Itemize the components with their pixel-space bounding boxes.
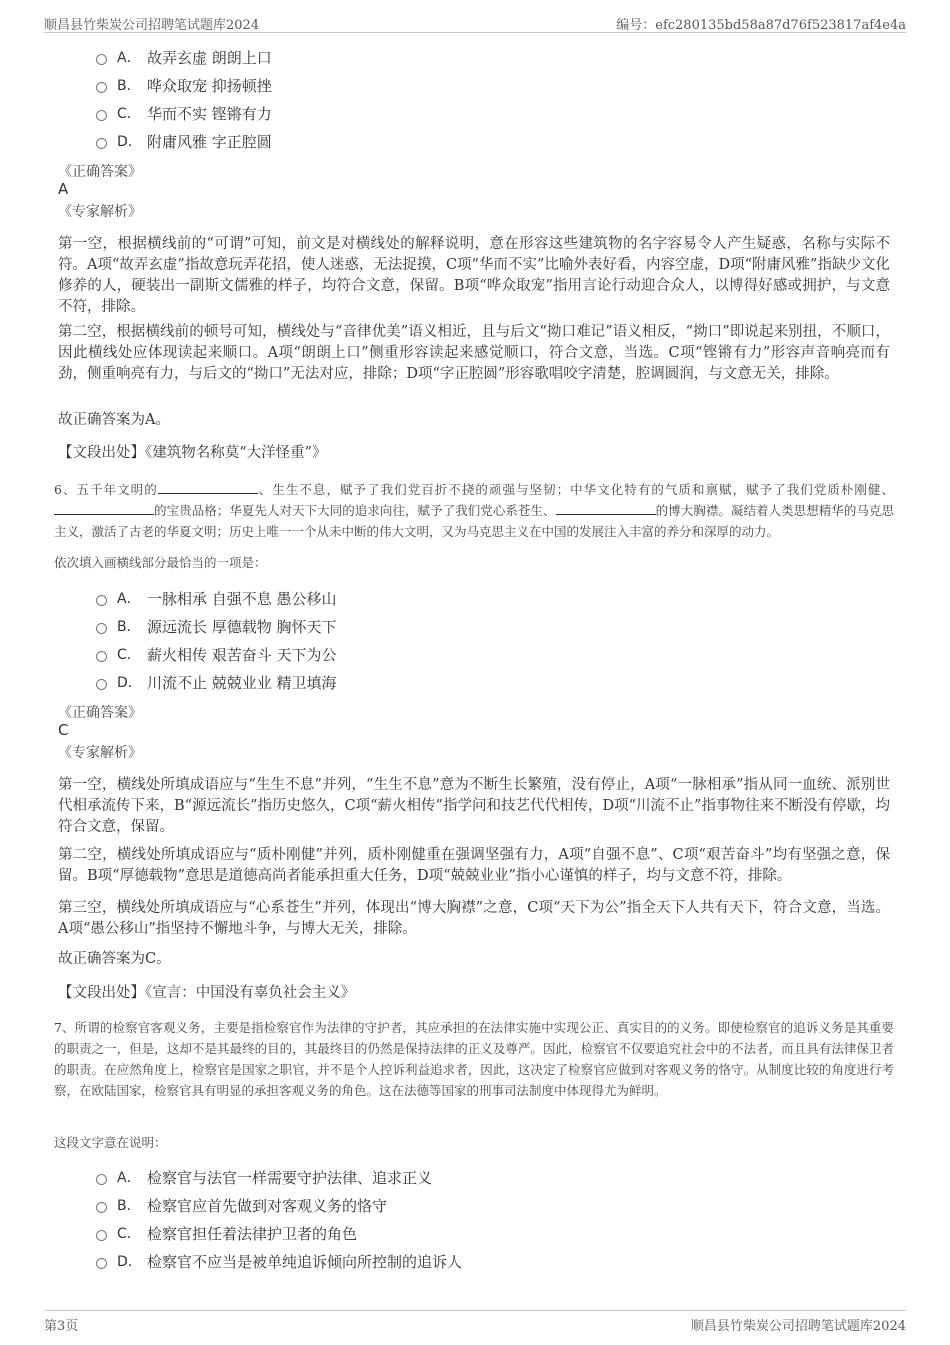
q6-conclusion: 故正确答案为C。 [58, 951, 171, 967]
page-footer [44, 1310, 906, 1335]
q5-analysis-p2: 第二空，根据横线前的顿号可知，横线处与“音律优美”语义相近，且与后文“拗口难记”语义相反，“拗口”即说起来别扭，不顺口，因此横线处应体现读起来顺口。A项“朗朗上口”侧重形容读起来感觉顺口，符合文意，当选。C项“铿锵有力”形容声音响亮而有劲，侧重响亮有力，与后文的“拗口”无法对应，排除；D项“字正腔圆”形容歌唱咬字清楚，腔调圆润，与文意无关，排除。 [58, 324, 890, 382]
radio-icon[interactable] [96, 623, 107, 634]
header-title: 顺昌县竹柴炭公司招聘笔试题库2024 [44, 18, 260, 33]
q5-option-b[interactable]: B． 哗众取宠 抑扬顿挫 [96, 71, 272, 99]
q6-options [96, 584, 337, 696]
q5-option-c[interactable]: C． 华而不实 铿锵有力 [96, 99, 272, 127]
q6-prompt: 依次填入画横线部分最恰当的一项是： [54, 555, 267, 570]
radio-icon[interactable] [96, 110, 107, 121]
q5-source: 【文段出处】《建筑物名称莫“大洋怪重”》 [58, 445, 327, 461]
analysis-label: 《专家解析》 [58, 204, 142, 220]
footer-title: 顺昌县竹柴炭公司招聘笔试题库2024 [690, 1319, 906, 1334]
q6-option-a[interactable]: A． 一脉相承 自强不息 愚公移山 [96, 584, 337, 612]
q7-question-text: 7、所谓的检察官客观义务，主要是指检察官作为法律的守护者，其应承担的在法律实施中实现公正、真实目的的义务。即使检察官的追诉义务是其重要的职责之一，但是，这却不是其最终的目的，其最终目的仍然是保持法律的正义及尊严。因此，检察官不仅要追究社会中的不法者，而且具有法律保卫者的职责。在应然角度上，检察官是国家之职官，并不是个人控诉利益追求者，因此，这决定了检察官应做到对客观义务的恪守。从制度比较的角度进行考察，在欧陆国家，检察官具有明显的承担客观义务的角色。这在法德等国家的刑事司法制度中体现得尤为鲜明。 [54, 1020, 894, 1098]
document-code: 编号：efc280135bd58a87d76f523817af4e4a [616, 18, 906, 33]
q7-option-c[interactable]: C． 检察官担任着法律护卫者的角色 [96, 1219, 462, 1247]
page-number: 第3页 [44, 1319, 79, 1334]
q6-option-c[interactable]: C． 薪火相传 艰苦奋斗 天下为公 [96, 640, 337, 668]
q5-option-a[interactable]: A． 故弄玄虚 朗朗上口 [96, 43, 272, 71]
q6-analysis-p3: 第三空，横线处所填成语应与“心系苍生”并列，体现出“博大胸襟”之意，C项“天下为公”指全天下人共有天下，符合文意，当选。A项“愚公移山”指坚持不懈地斗争，与博大无关，排除。 [58, 900, 890, 937]
q6-analysis-p1: 第一空，横线处所填成语应与“生生不息”并列，“生生不息”意为不断生长繁殖，没有停止，A项“一脉相承”指从同一血统、派别世代相承流传下来，B“源远流长”指历史悠久，C项“薪火相传”指学问和技艺代代相传，D项“川流不止”指事物往来不断没有停歇，均符合文意，保留。 [58, 777, 890, 835]
radio-icon[interactable] [96, 679, 107, 690]
answer-label: 《正确答案》 [58, 164, 142, 180]
blank-line [158, 481, 258, 494]
q5-answer: A [58, 180, 69, 198]
q6-analysis-p2: 第二空，横线处所填成语应与“质朴刚健”并列，质朴刚健重在强调坚强有力，A项“自强不息”、C项“艰苦奋斗”均有坚强之意，保留。B项“厚德载物”意思是道德高尚者能承担重大任务，D项“兢兢业业”指小心谨慎的样子，均与文意不符，排除。 [58, 847, 890, 884]
q6-option-d[interactable]: D． 川流不止 兢兢业业 精卫填海 [96, 668, 337, 696]
radio-icon[interactable] [96, 1202, 107, 1213]
q5-analysis-p1: 第一空，根据横线前的“可谓”可知，前文是对横线处的解释说明，意在形容这些建筑物的名字容易令人产生疑惑，名称与实际不符。A项“故弄玄虚”指故意玩弄花招，使人迷惑，无法捉摸，C项“华而不实”比喻外表好看，内容空虚，D项“附庸风雅”指缺少文化修养的人，硬装出一副斯文儒雅的样子，均符合文意，保留。B项“哗众取宠”指用言论行动迎合众人，以博得好感或拥护，与文意不符，排除。 [58, 236, 890, 315]
radio-icon[interactable] [96, 138, 107, 149]
q5-option-d[interactable]: D． 附庸风雅 字正腔圆 [96, 127, 272, 155]
q5-conclusion: 故正确答案为A。 [58, 412, 170, 428]
radio-icon[interactable] [96, 1258, 107, 1269]
radio-icon[interactable] [96, 54, 107, 65]
q6-question-text: 6、五千年文明的 、生生不息，赋予了我们党百折不挠的顽强与坚韧；中华文化特有的气质和禀赋，赋予了我们党质朴刚健、的宝贵品格；华夏先人对天下大同的追求向往，赋予了我们党心系苍生、 的博大胸襟。凝结着人类思想精华的马克思主义，激活了古老的华夏文明；历史上唯一一个从未中断的伟大文明，又为马克思主义在中国的发展注入丰富的养分和深厚的动力。 [54, 482, 894, 539]
q7-prompt: 这段文字意在说明： [54, 1135, 167, 1150]
blank-line [54, 502, 154, 515]
radio-icon[interactable] [96, 651, 107, 662]
q7-options [96, 1163, 462, 1275]
radio-icon[interactable] [96, 82, 107, 93]
page-header [44, 12, 906, 33]
radio-icon[interactable] [96, 595, 107, 606]
analysis-label: 《专家解析》 [58, 745, 142, 761]
q6-source: 【文段出处】《宣言：中国没有辜负社会主义》 [58, 985, 356, 1001]
q7-option-a[interactable]: A． 检察官与法官一样需要守护法律、追求正义 [96, 1163, 462, 1191]
q6-option-b[interactable]: B． 源远流长 厚德载物 胸怀天下 [96, 612, 337, 640]
q7-option-d[interactable]: D． 检察官不应当是被单纯追诉倾向所控制的追诉人 [96, 1247, 462, 1275]
q6-answer: C [58, 721, 69, 739]
blank-line [556, 502, 656, 515]
answer-label: 《正确答案》 [58, 705, 142, 721]
radio-icon[interactable] [96, 1230, 107, 1241]
radio-icon[interactable] [96, 1174, 107, 1185]
q7-option-b[interactable]: B． 检察官应首先做到对客观义务的恪守 [96, 1191, 462, 1219]
q5-options [96, 43, 272, 155]
